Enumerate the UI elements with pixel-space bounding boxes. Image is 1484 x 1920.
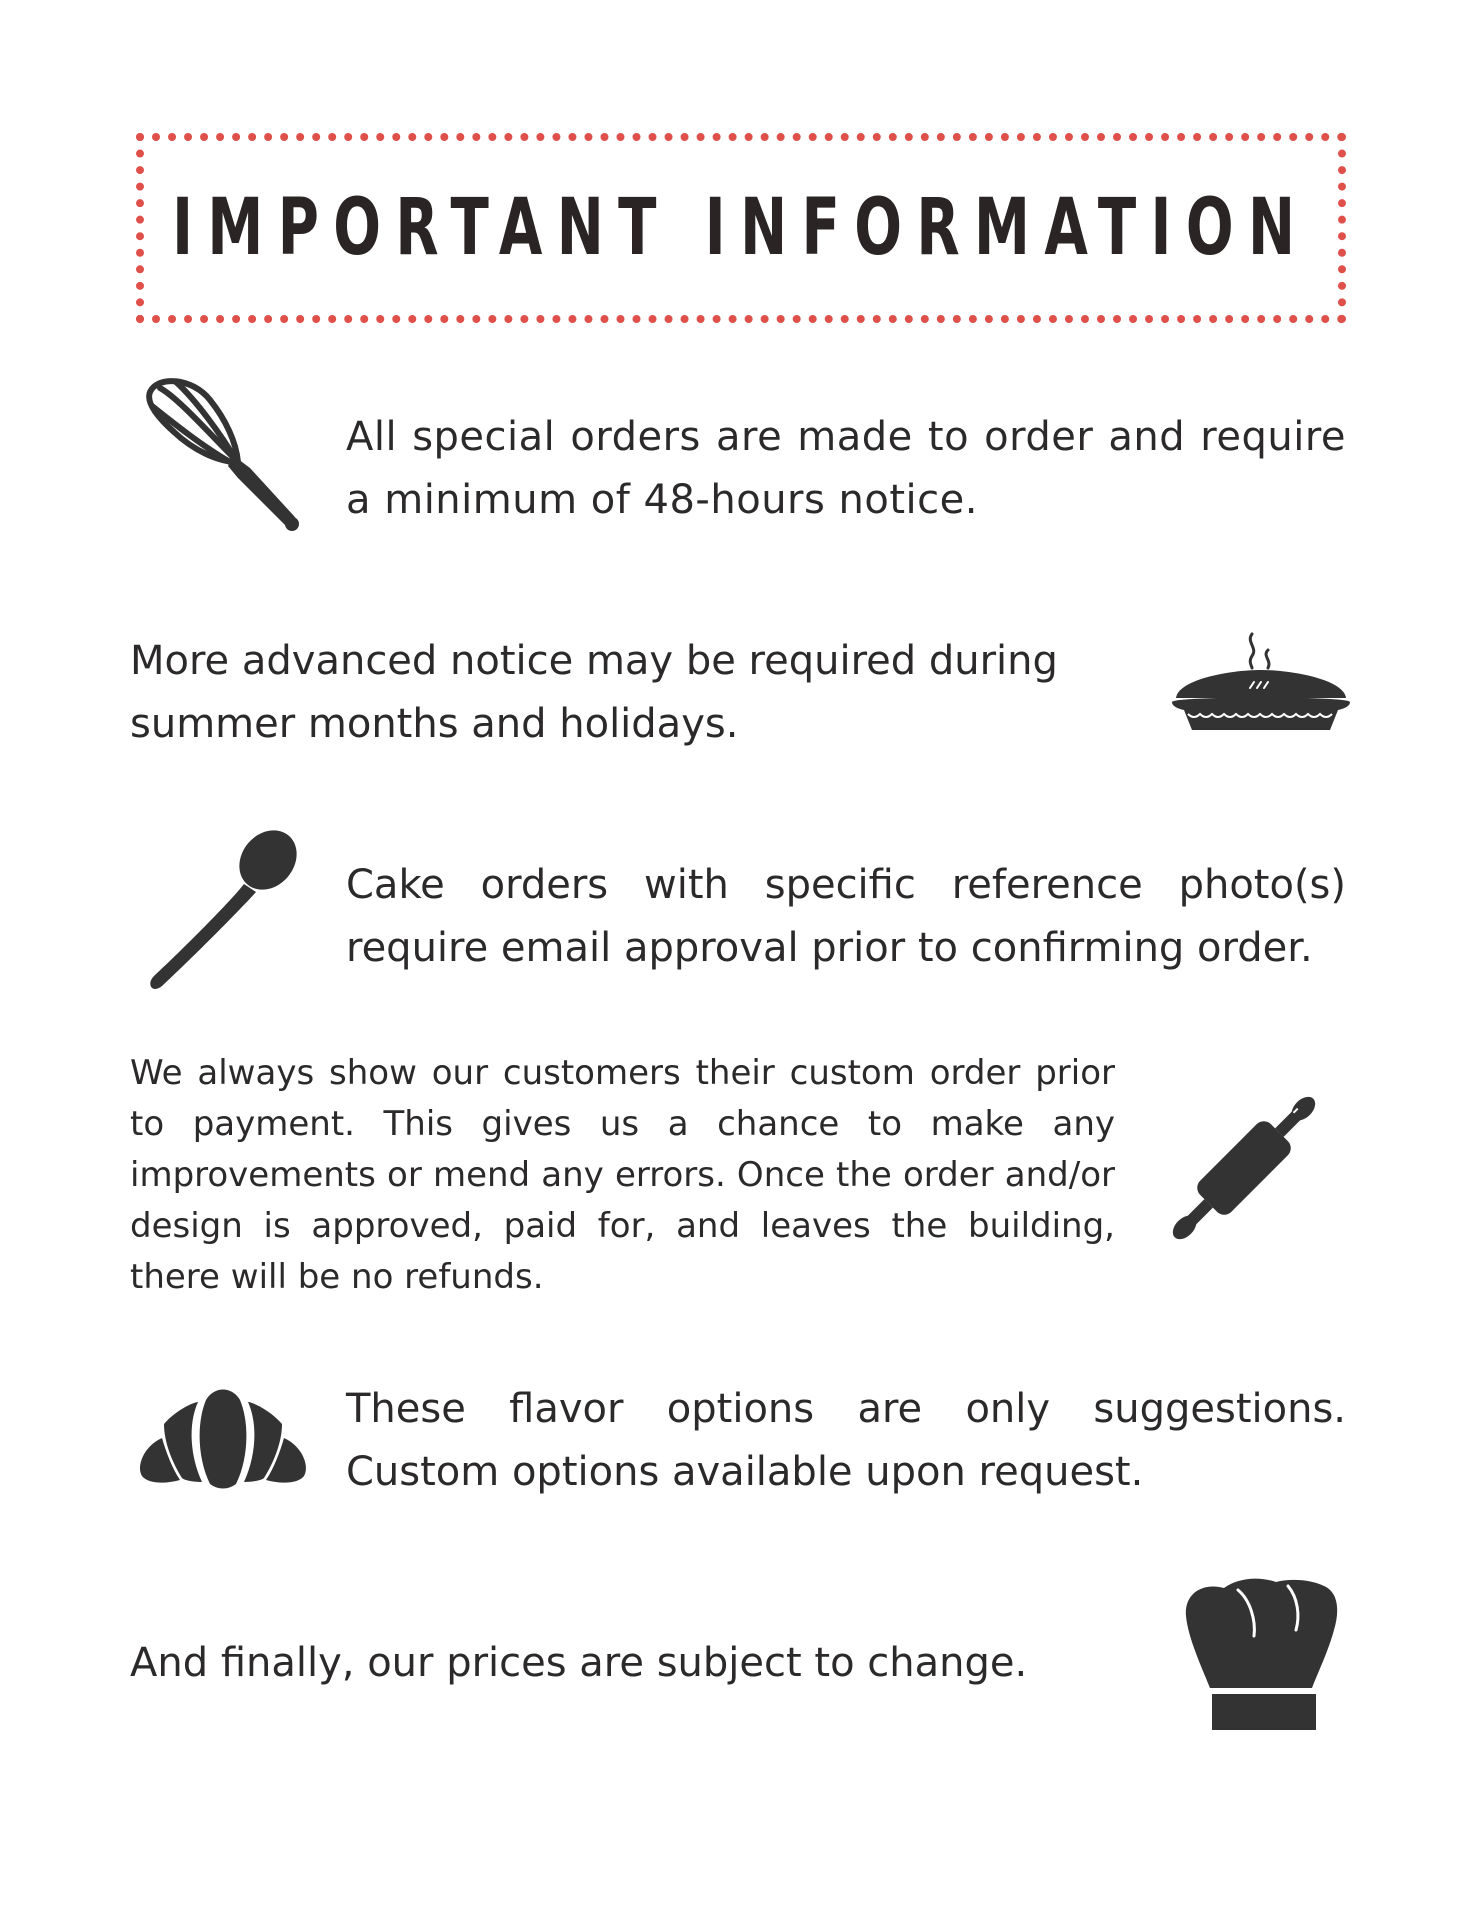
notice-prices-subject-to-change: And finally, our prices are subject to change. xyxy=(130,1640,1028,1686)
rolling-pin-icon xyxy=(1138,1062,1350,1274)
pie-icon xyxy=(1168,630,1354,740)
chef-hat-icon xyxy=(1180,1576,1340,1734)
croissant-icon xyxy=(136,1380,310,1490)
notice-flavor-suggestions: These flavor options are only suggestions. Custom options available upon request. xyxy=(346,1386,1346,1495)
notice-no-refunds: We always show our customers their custom order prior to payment. This gives us a chance to make any improvements or mend any errors. Once the order and/or design is approved, paid for, and leaves the building, there will be no refunds. xyxy=(130,1053,1115,1297)
notice-minimum-48-hours: All special orders are made to order and require a minimum of 48-hours notice. xyxy=(346,414,1346,523)
notice-reference-photos: Cake orders with specific reference photo(s) require email approval prior to confirming order. xyxy=(346,862,1346,971)
spoon-icon xyxy=(140,826,306,992)
notice-advanced-notice: More advanced notice may be required during summer months and holidays. xyxy=(130,638,1058,747)
whisk-icon xyxy=(138,370,308,540)
page-title: IMPORTANT INFORMATION xyxy=(172,183,1310,273)
title-frame xyxy=(136,133,1346,323)
